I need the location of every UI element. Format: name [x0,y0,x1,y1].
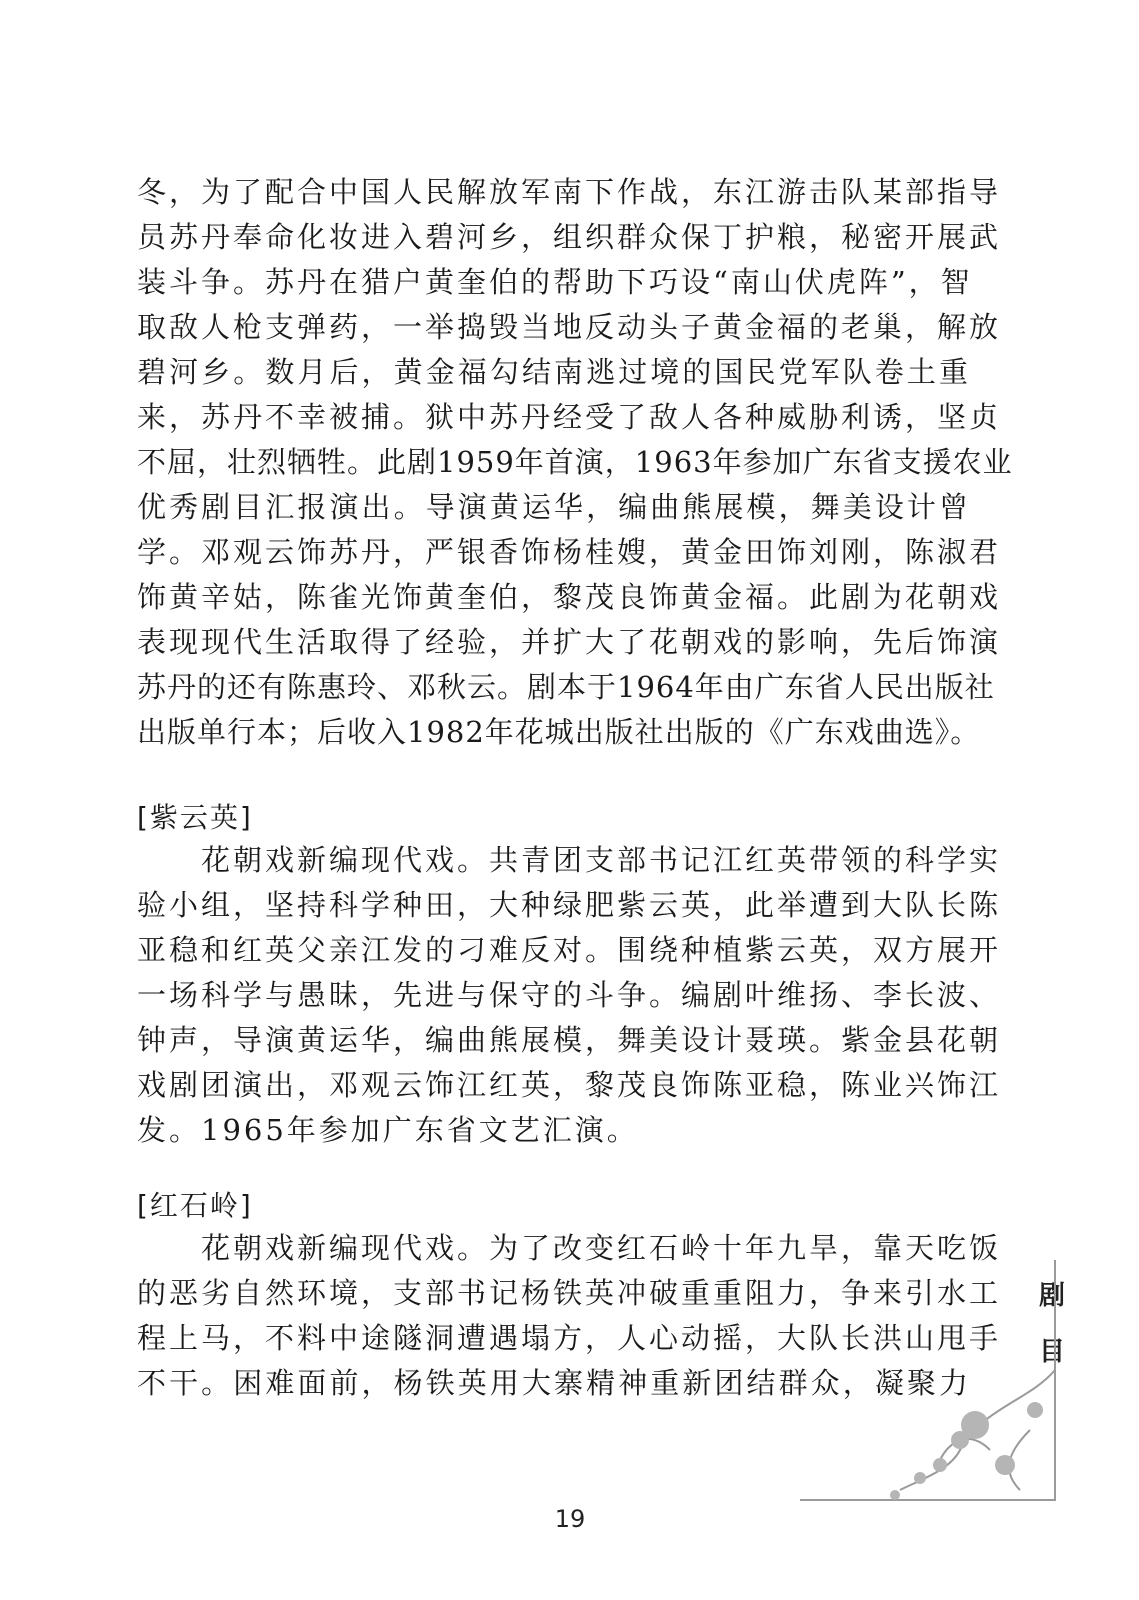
text-line: 饰黄辛姑，陈雀光饰黄奎伯，黎茂良饰黄金福。此剧为花朝戏 [137,580,1002,614]
text-line: 花朝戏新编现代戏。为了改变红石岭十年九旱，靠天吃饭 [137,1231,1002,1265]
text-line: 装斗争。苏丹在猎户黄奎伯的帮助下巧设“南山伏虎阵”，智 [137,265,973,299]
text-line: 冬，为了配合中国人民解放军南下作战，东江游击队某部指导 [137,175,1002,209]
text-line: 的恶劣自然环境，支部书记杨铁英冲破重重阻力，争来引水工 [137,1276,1002,1310]
text-line: 亚稳和红英父亲江发的刁难反对。围绕种植紫云英，双方展开 [137,933,1002,967]
section-1-text [137,170,1013,755]
side-tab-char-1: 剧 [1038,1281,1065,1311]
text-line: 学。邓观云饰苏丹，严银香饰杨桂嫂，黄金田饰刘刚，陈淑君 [137,535,1002,569]
page-number: 19 [554,1505,586,1533]
section-heading-ziyunying: [紫云英] [137,801,253,834]
floral-ornament-icon [800,1250,1100,1550]
text-line: 验小组，坚持科学种田，大种绿肥紫云英，此举遭到大队长陈 [137,888,1002,922]
text-line: 花朝戏新编现代戏。共青团支部书记江红英带领的科学实 [137,843,1002,877]
text-line: 不屈，壮烈牺牲。此剧1959年首演，1963年参加广东省支援农业 [137,445,1013,479]
text-line: 取敌人枪支弹药，一举捣毁当地反动头子黄金福的老巢，解放 [137,310,1002,344]
text-line: 不干。困难面前，杨铁英用大寨精神重新团结群众，凝聚力 [137,1366,971,1400]
text-line: 苏丹的还有陈惠玲、邓秋云。剧本于1964年由广东省人民出版社 [137,670,995,704]
text-line: 员苏丹奉命化妆进入碧河乡，组织群众保丁护粮，秘密开展武 [137,220,1002,254]
text-line: 戏剧团演出，邓观云饰江红英，黎茂良饰陈亚稳，陈业兴饰江 [137,1068,1002,1102]
text-line: 表现现代生活取得了经验，并扩大了花朝戏的影响，先后饰演 [137,625,1002,659]
text-line: 程上马，不料中途隧洞遭遇塌方，人心动摇，大队长洪山甩手 [137,1321,1002,1355]
text-line: 发。1965年参加广东省文艺汇演。 [137,1113,639,1147]
text-line: 钟声，导演黄运华，编曲熊展模，舞美设计聂瑛。紫金县花朝 [137,1023,1002,1057]
text-line: 一场科学与愚昧，先进与保守的斗争。编剧叶维扬、李长波、 [137,978,1002,1012]
side-tab-char-2: 目 [1038,1337,1065,1367]
text-line: 出版单行本；后收入1982年花城出版社出版的《广东戏曲选》。 [137,715,981,749]
text-line: 碧河乡。数月后，黄金福勾结南逃过境的国民党军队卷土重 [137,355,971,389]
text-line: 优秀剧目汇报演出。导演黄运华，编曲熊展模，舞美设计曾 [137,490,971,524]
section-2-text [137,838,1002,1153]
section-heading-hongshiling: [红石岭] [137,1189,253,1222]
text-line: 来，苏丹不幸被捕。狱中苏丹经受了敌人各种威胁利诱，坚贞 [137,400,1002,434]
